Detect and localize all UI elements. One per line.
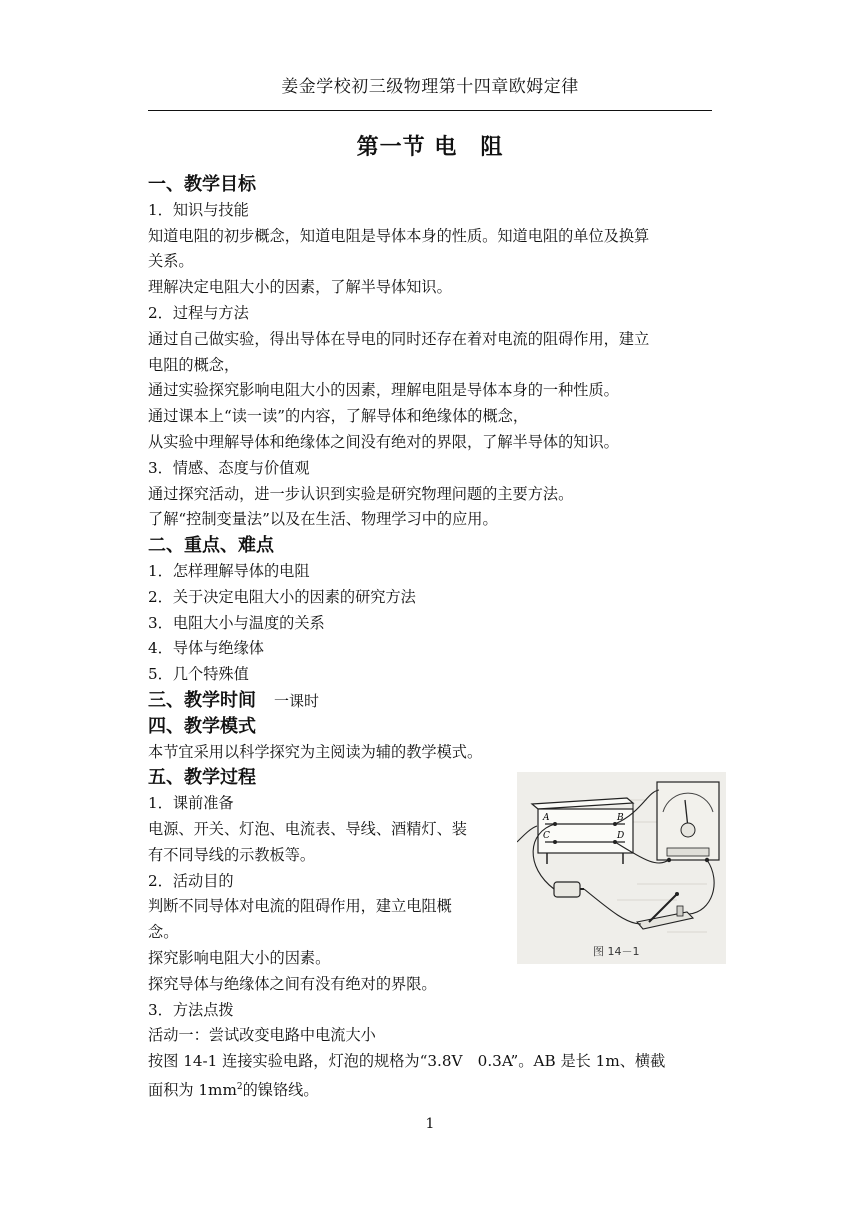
line-text: 3．方法点拨: [148, 1000, 234, 1019]
battery: [554, 882, 584, 897]
text-line: [148, 198, 714, 224]
text-line: [148, 404, 714, 430]
section-title: 第一节 电 阻: [356, 135, 504, 160]
text-line: [148, 636, 714, 662]
text-line: [148, 507, 714, 533]
page-header: 姜金学校初三级物理第十四章欧姆定律: [281, 77, 579, 97]
ammeter: [657, 782, 719, 862]
figure-caption: 图 14－1: [593, 945, 640, 958]
demo-board: [532, 798, 633, 864]
text-line: [148, 456, 714, 482]
line-text: 3．电阻大小与温度的关系: [148, 613, 325, 632]
last-line-sup: 2: [236, 1081, 243, 1092]
text-line: [148, 301, 714, 327]
board-label-d: D: [617, 831, 625, 841]
text-line: [148, 1075, 714, 1101]
text-line: [148, 249, 714, 275]
board-label-a: A: [543, 813, 550, 823]
text-line: [148, 275, 714, 301]
line-text: 2．活动目的: [148, 871, 234, 890]
text-line: [148, 972, 714, 998]
text-line: [148, 559, 714, 585]
line-text: 从实验中理解导体和绝缘体之间没有绝对的界限，了解半导体的知识。: [148, 432, 619, 451]
line-text: 3．情感、态度与价值观: [148, 458, 310, 477]
line-text: 1．知识与技能: [148, 200, 249, 219]
circuit-figure: [517, 772, 726, 964]
text-line: [148, 482, 714, 508]
line-text: 活动一：尝试改变电路中电流大小: [148, 1026, 376, 1045]
line-text: 探究导体与绝缘体之间有没有绝对的界限。: [148, 974, 437, 993]
text-line: [148, 662, 714, 688]
line-text: 知道电阻的初步概念，知道电阻是导体本身的性质。知道电阻的单位及换算: [148, 226, 650, 245]
header-divider: [148, 110, 712, 111]
page-number: 1: [425, 1116, 435, 1132]
line-text: 关系。: [148, 252, 194, 271]
line-text: 5．几个特殊值: [148, 665, 249, 684]
line-text: 通过自己做实验，得出导体在导电的同时还存在着对电流的阻碍作用，建立: [148, 329, 650, 348]
line-text: 有不同导线的示教板等。: [148, 845, 316, 864]
last-line-after: 的镍铬线。: [242, 1080, 319, 1099]
section-heading: [148, 714, 714, 740]
line-text: 理解决定电阻大小的因素，了解半导体知识。: [148, 278, 452, 297]
line-text: 2．关于决定电阻大小的因素的研究方法: [148, 587, 416, 606]
text-line: [148, 430, 714, 456]
last-line-before: 面积为 1mm: [148, 1080, 237, 1099]
line-text: 探究影响电阻大小的因素。: [148, 948, 331, 967]
circuit-illustration: [517, 772, 726, 964]
text-line: [148, 998, 714, 1024]
heading-text: 四、教学模式: [148, 715, 256, 737]
section-heading: [148, 533, 714, 559]
line-text: 4．导体与绝缘体: [148, 639, 264, 658]
section-heading: [148, 688, 714, 714]
text-line: [148, 740, 714, 766]
text-line: [148, 611, 714, 637]
line-text: 判断不同导体对电流的阻碍作用，建立电阻概: [148, 897, 452, 916]
text-line: [148, 327, 714, 353]
line-text: 按图 14-1 连接实验电路，灯泡的规格为“3.8V 0.3A”。AB 是长 1m、横截: [148, 1052, 666, 1071]
text-line: [148, 378, 714, 404]
line-text: 电阻的概念，: [148, 355, 240, 374]
heading-text: 三、教学时间: [148, 689, 256, 711]
line-text: 通过课本上“读一读”的内容，了解导体和绝缘体的概念，: [148, 407, 529, 426]
text-line: [148, 1023, 714, 1049]
heading-text: 二、重点、难点: [148, 535, 274, 557]
section-heading: [148, 172, 714, 198]
line-text: 2．过程与方法: [148, 303, 249, 322]
knife-switch: [637, 892, 693, 929]
board-label-b: B: [617, 813, 624, 823]
line-text: 通过探究活动，进一步认识到实验是研究物理问题的主要方法。: [148, 484, 574, 503]
line-text: 1．怎样理解导体的电阻: [148, 561, 310, 580]
heading-note: 一课时: [274, 691, 320, 710]
text-line: [148, 1049, 714, 1075]
line-text: 念。: [148, 923, 179, 942]
board-label-c: C: [543, 831, 550, 841]
heading-text: 五、教学过程: [148, 767, 256, 789]
line-text: 本节宜采用以科学探究为主阅读为辅的教学模式。: [148, 742, 483, 761]
text-line: [148, 585, 714, 611]
text-line: [148, 353, 714, 379]
heading-text: 一、教学目标: [148, 174, 256, 195]
line-text: 电源、开关、灯泡、电流表、导线、酒精灯、装: [148, 819, 467, 838]
line-text: 了解“控制变量法”以及在生活、物理学习中的应用。: [148, 510, 498, 529]
line-text: 通过实验探究影响电阻大小的因素，理解电阻是导体本身的一种性质。: [148, 381, 619, 400]
text-line: [148, 224, 714, 250]
line-text: 1．课前准备: [148, 794, 234, 813]
